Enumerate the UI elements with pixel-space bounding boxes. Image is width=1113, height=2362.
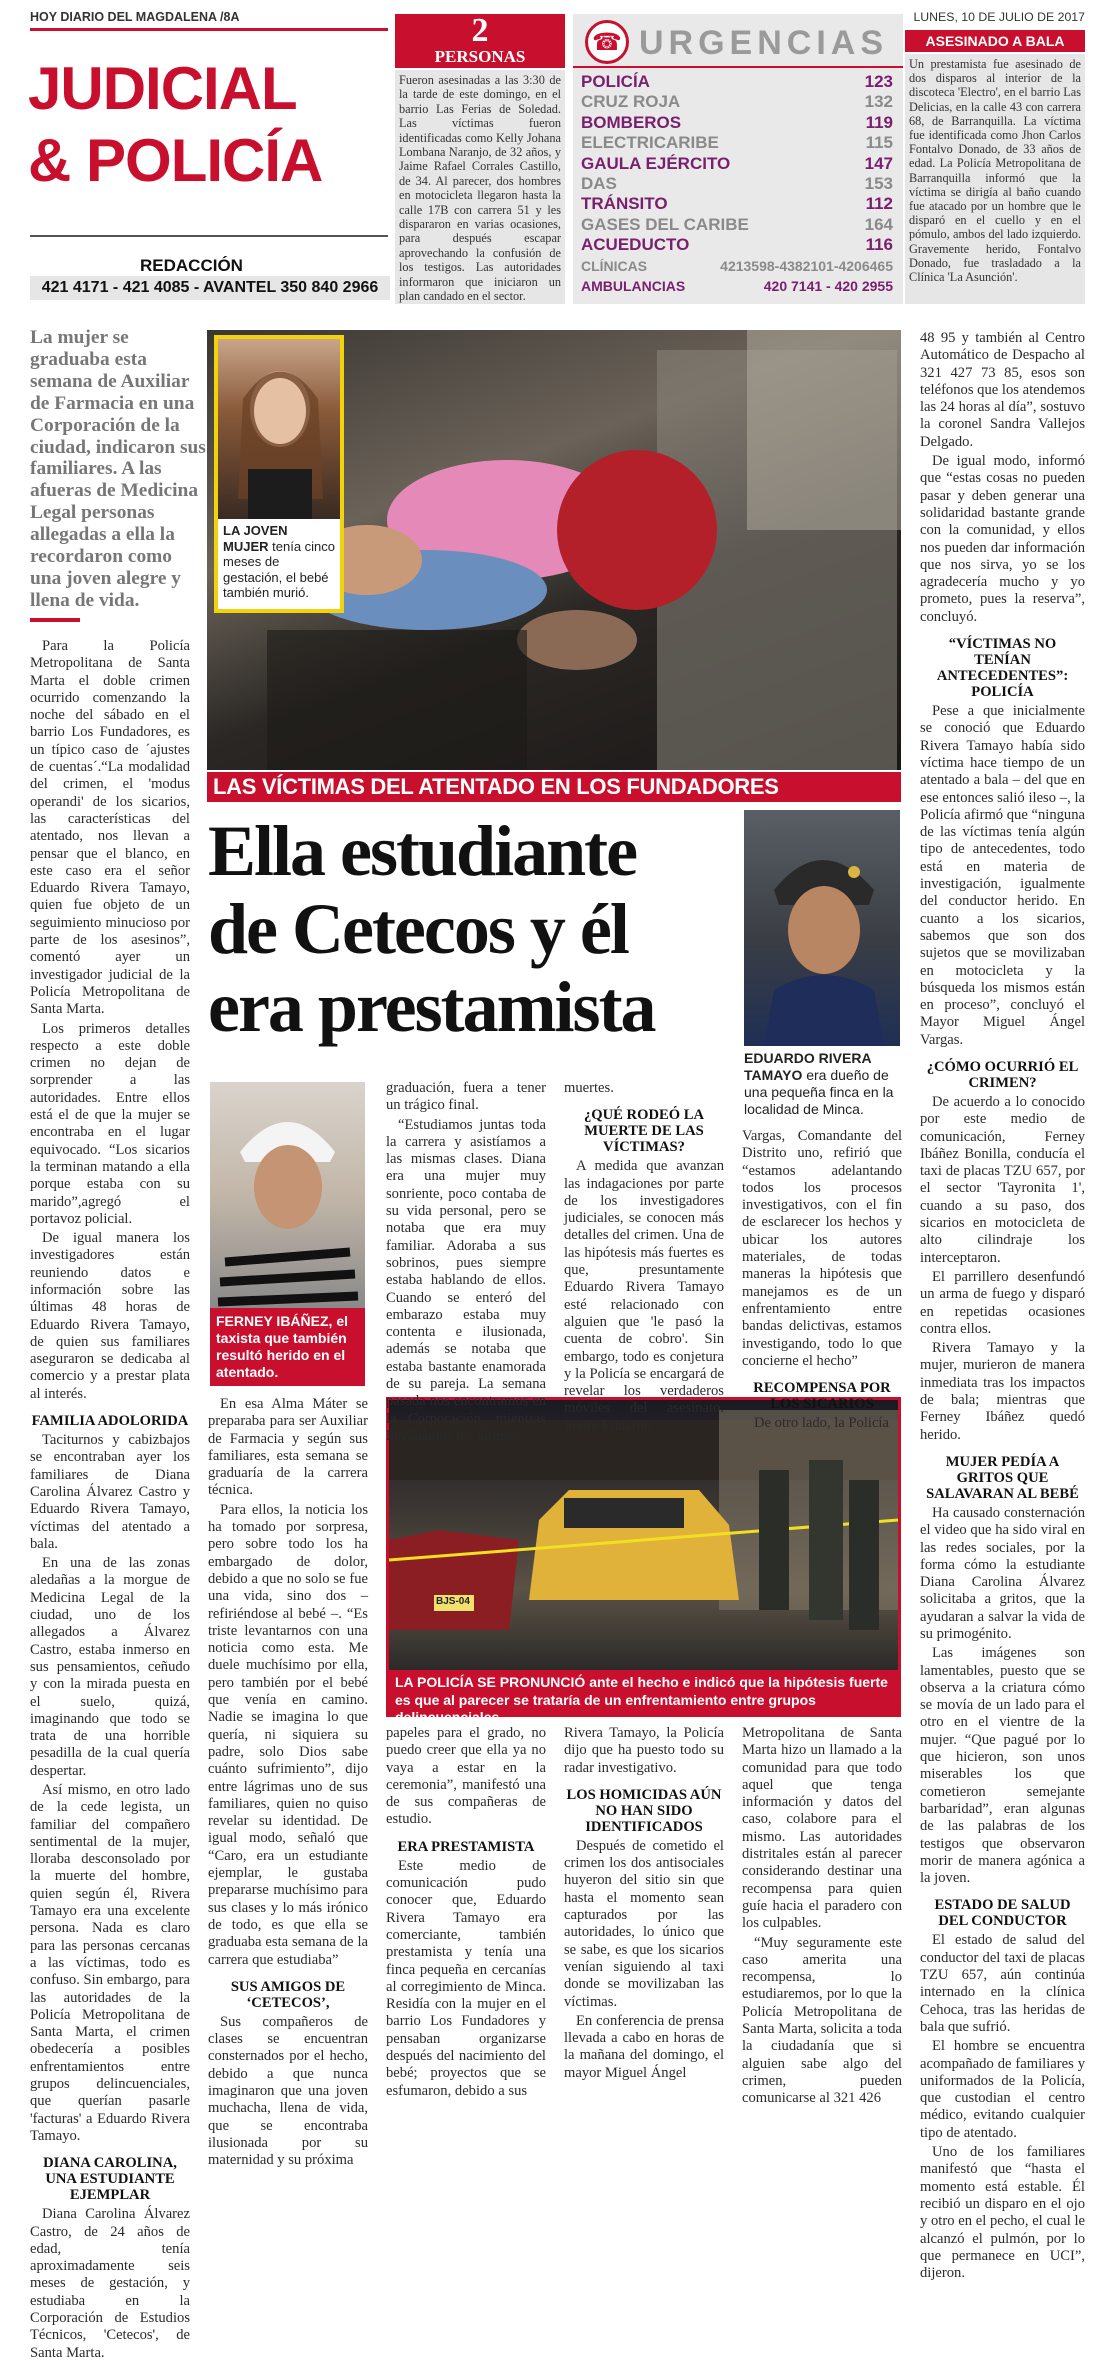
col1-p5: En una de las zonas aledañas a la morgue de Medicina Legal de la ciudad, uno de los allegados a Álvarez Castro, estaba inmerso en sus pensamientos, ceñudo y con la mirada puesta en el suelo, quizá, imaginando que todo se trata de una horrible pesadilla de la cual quería despertar. [30, 1555, 190, 1779]
urgencias-row [573, 72, 903, 92]
victim-inset-caption-text: tenía cinco meses de gestación, el bebé también murió. [223, 538, 336, 600]
col6-p11: Uno de los familiares manifestó que “hasta el momento está estable. Él recibió un disparo en el ojo y otro en el pecho, el cual le alcanzó el pulmón, por lo que permanece en UCI”, dijeron. [920, 2144, 1085, 2282]
col6-p4: De acuerdo a lo conocido por este medio de comunicación, Ferney Ibáñez Bonilla, conducía el taxi de placas TZU 657, por el sector 'Tayronita 1', cuando a su paso, dos sicarios en motocicleta de alto cilindraje los interceptaron. [920, 1093, 1085, 1266]
article-column-4-bottom [564, 1725, 724, 2081]
brief-right-title: ASESINADO A BALA [905, 30, 1085, 52]
col6-subhead-3: MUJER PEDÍA A GRITOS QUE SALAVARAN AL BEBÉ [926, 1453, 1079, 1502]
urgencias-row [573, 194, 903, 214]
urgencias-number: 164 [864, 214, 893, 234]
urgencias-service: AMBULANCIAS [581, 277, 686, 294]
taxi-plate: BJS-04 [436, 1596, 470, 1607]
col1-p6: Así mismo, en otro lado de la cede legista, un familiar del compañero sentimental de la mujer, lloraba desconsolado por la muerte del hombre, quien según él, Rivera Tamayo era una excelente persona. Nada es claro para las personas cercanas a las víctimas, todo es confuso. Sin embargo, para las autoridades de la Policía Metropolitana de Santa Marta, el crimen obedecería a posibles enfrentamientos entre grupos delincuenciales, que querían pasarle 'facturas' a Eduardo Rivera Tamayo. [30, 1782, 190, 2144]
col4-p5: En conferencia de prensa llevada a cabo en horas de la mañana del domingo, el mayor Miguel Ángel [564, 2012, 724, 2081]
col2-p1: En esa Alma Máter se preparaba para ser Auxiliar de Farmacia y según sus familiares, esta semana se graduaría de la carrera técnica. [208, 1396, 368, 1499]
publication-label: HOY DIARIO DEL MAGDALENA /8A [30, 10, 240, 24]
urgencias-number: 420 7141 - 420 2955 [763, 277, 893, 294]
urgencias-service: BOMBEROS [581, 112, 682, 132]
newsroom-label: REDACCIÓN [140, 256, 243, 275]
article-column-5-top [742, 1128, 902, 1432]
article-column-1 [30, 638, 190, 2361]
col4-subhead-1: ¿QUÉ RODEÓ LA MUERTE DE LAS VÍCTIMAS? [583, 1107, 704, 1156]
col3-p3: papeles para el grado, no puedo creer que ella ya no vaya a estar en la ceremonia”, manifestó una de sus compañeras de estudio. [386, 1725, 546, 1828]
urgencias-service: DAS [581, 173, 617, 193]
col5-p3: Metropolitana de Santa Marta hizo un llamado a la comunidad para que todo aquel que tenga información y datos del caso, colabore para el mismo. Las autoridades distritales están al parecer considerando destinar una recompensa para quien guíe hacia el paradero con los culpables. [742, 1725, 902, 1932]
col1-p7: Diana Carolina Álvarez Castro, de 24 años de edad, tenía aproximadamente seis meses de gestación, y estudiaba en la Corporación de Estudios Técnicos, 'Cetecos', de Santa Marta. [30, 2206, 190, 2361]
urgencias-row [573, 154, 903, 174]
urgencias-row [573, 276, 903, 296]
urgencias-row [573, 174, 903, 194]
brief-count-label: PERSONAS [434, 47, 526, 66]
article-column-5-bottom [742, 1725, 902, 2107]
article-column-6 [920, 330, 1085, 2282]
col5-p4: “Muy seguramente este caso amerita una recompensa, lo estudiaremos, por lo que la Policía Metropolitana de Santa Marta, solicita a toda la ciudadanía que si alguien sabe algo del crimen, pueden comunicarse al 321 426 [742, 1934, 902, 2107]
urgencias-service: POLICÍA [581, 72, 650, 91]
brief-left-text: Fueron asesinadas a las 3:30 de la tarde de este domingo, en el barrio Las Ferias de Soledad. Las víctimas fueron identificadas como Kelly Johana Lombana Naranjo, de 32 años, y Jaime Rafael Corrales Castillo, de 34. Al parecer, dos hombres en motocicleta llegaron hasta la calle 17B con carrera 51 y les dispararon en varias ocasiones, para después escapar aprovechando la confusión de los testigos. Las autoridades informaron que iniciaron un plan candado en el sector. [395, 70, 565, 304]
urgencias-service: ELECTRICARIBE [581, 133, 719, 153]
scene-caption-bold: LA POLICÍA SE PRONUNCIÓ [395, 1674, 586, 1690]
urgencias-service: CRUZ ROJA [581, 92, 681, 112]
urgencias-box [573, 14, 903, 304]
issue-date: LUNES, 10 DE JULIO DE 2017 [913, 10, 1085, 24]
lead-rule [30, 618, 80, 622]
col6-p10: El hombre se encuentra acompañado de familiares y uniformados de la Policía, que custodian el centro médico, evitando cualquier tipo de atentado. [920, 2038, 1085, 2141]
victim-inset-caption [218, 519, 340, 605]
date-line [905, 10, 1085, 30]
headline-line1: Ella estudiante [208, 811, 637, 891]
col3-subhead-1: ERA PRESTAMISTA [397, 1838, 535, 1855]
col2-p2: Para ellos, la noticia los ha tomado por sorpresa, pero sobre todo los ha embargado de dolor, debido a que no solo se fue una vida, sino dos – refiriéndose al bebé –. “Es triste levantarnos con una noticia como esta. Me duele muchísimo por ella, pero también por el bebé que venía en camino. Nadie se imagina lo que quería, ni siquiera su padre, solo Dios sabe cuánto sufrimiento”, dijo entre lágrimas uno de sus familiares, quien no quiso revelar su identidad. De igual modo, señaló que “Caro, era un estudiante ejemplar, le gustaba prepararse muchísimo para sus clases y lo más irónico de todo, es que ella se graduaba esta semana de la carrera que estudiaba” [208, 1501, 368, 1968]
ferney-portrait-illustration [210, 1082, 365, 1308]
urgencias-service: TRÁNSITO [581, 194, 668, 214]
urgencias-row [573, 133, 903, 153]
urgencias-number: 112 [865, 194, 893, 214]
section-title-line1: JUDICIAL [28, 55, 297, 122]
col1-p1: Para la Policía Metropolitana de Santa Marta el doble crimen ocurrido comenzando la noche del sábado en el barrio Los Fundadores, es un típico caso de ´ajustes de cuentas´.“La modalidad del crimen, el 'modus operandi' de los sicarios, las características del atentado, nos llevan a pensar que el blanco, en este caso era el señor Eduardo Rivera Tamayo, quien fue objeto de un seguimiento minucioso por parte de los asesinos”, comentó ayer un investigador judicial de la Policía Metropolitana de Santa Marta. [30, 638, 190, 1018]
col6-subhead-4: ESTADO DE SALUD DEL CONDUCTOR [934, 1897, 1071, 1930]
eduardo-caption-bold: EDUARDO RIVERA TAMAYO [744, 1050, 872, 1083]
col6-p5: El parrillero desenfundó un arma de fuego y disparó en repetidas ocasiones contra ellos. [920, 1268, 1085, 1337]
col6-p1: 48 95 y también al Centro Automático de Despacho al 321 427 73 85, esos son teléfonos que los atendemos las 24 horas al día”, sostuvo la coronel Sandra Vallejos Delgado. [920, 330, 1085, 450]
urgencias-row [573, 235, 903, 255]
col4-subhead-2: LOS HOMICIDAS AÚN NO HAN SIDO IDENTIFICADOS [566, 1786, 722, 1835]
urgencias-number: 119 [865, 112, 893, 132]
col1-p2: Los primeros detalles respecto a este doble crimen no dejan de sorprender a las autoridades. Entre ellos está el de que la mujer se encontraba en el lugar equivocado. “Los sicarios la terminan matando a ella porque estaba con su marido”,agregó el portavoz policial. [30, 1020, 190, 1227]
urgencias-title: URGENCIAS [639, 24, 889, 62]
urgencias-number: 147 [864, 153, 893, 173]
headline-line3: era prestamista [208, 967, 655, 1047]
urgencias-rule [573, 66, 903, 68]
headline-line2: de Cetecos y él [208, 889, 628, 969]
lead-paragraph: La mujer se graduaba esta semana de Auxiliar de Farmacia en una Corporación de la ciudad, indicaron sus familiares. A las afueras de Medicina Legal personas allegadas a ella la recordaron como una joven alegre y llena de vida. [30, 327, 206, 611]
section-title-line2: & POLICÍA [28, 127, 323, 194]
col3-p1: graduación, fuera a tener un trágico final. [386, 1080, 546, 1114]
col4-p2: A medida que avanzan las indagaciones por parte de los investigadores judiciales, se conocen más detalles del crimen. Una de las hipótesis más fuertes es que, presuntamente Eduardo Rivera Tamayo esté relacionado con alguien que 'le pasó la cuenta de cobro'. Sin embargo, todo es conjetura y la Policía se encargará de revelar los verdaderos móviles del asesinato. Sobre Eduardo [564, 1158, 724, 1434]
eduardo-portrait-illustration [744, 810, 900, 1046]
urgencias-list [573, 72, 903, 296]
col1-subhead-2: DIANA CAROLINA, UNA ESTUDIANTE EJEMPLAR [43, 2155, 177, 2204]
urgencias-service: CLÍNICAS [581, 257, 648, 274]
article-column-3-top [386, 1080, 546, 1444]
urgencias-service: ACUEDUCTO [581, 235, 690, 255]
article-column-3-bottom [386, 1725, 546, 2099]
col2-p3: Sus compañeros de clases se encuentran consternados por el hecho, debido a que nunca imaginaron que una joven muchacha, llena de vida, que se encontraba ilusionada por su maternidad y su próxima [208, 2013, 368, 2169]
col5-subhead-1: RECOMPENSA POR LOS SICARIOS [753, 1380, 891, 1413]
col6-p6: Rivera Tamayo y la mujer, murieron de manera inmediata tras los impactos de bala; mientras que Ferney Ibáñez quedó herido. [920, 1340, 1085, 1443]
col5-p1: Vargas, Comandante del Distrito uno, refirió que “estamos adelantando todos los procesos investigativos, con el fin de esclarecer los hechos y ubicar los autores materiales, de todas maneras la hipótesis que manejamos es de un enfrentamiento entre bandas delictivas, estamos investigando, todo lo que concierne el hecho” [742, 1128, 902, 1369]
col4-p3: Rivera Tamayo, la Policía dijo que ha puesto todo su radar investigativo. [564, 1725, 724, 1776]
urgencias-number: 4213598-4382101-4206465 [720, 257, 893, 274]
eduardo-photo [744, 810, 900, 1046]
urgencias-number: 153 [864, 173, 893, 193]
article-column-4-top [564, 1080, 724, 1434]
ferney-photo [210, 1082, 365, 1308]
urgencias-row [573, 215, 903, 235]
col4-p1: muertes. [564, 1080, 614, 1096]
col1-p3: De igual manera los investigadores están reuniendo datos e información sobre las últimas 48 horas de Eduardo Rivera Tamayo, de quien sus familiares aseguraron se dedicaba al comercio y a prestar plata al interés. [30, 1230, 190, 1402]
ferney-caption: FERNEY IBÁÑEZ, el taxista que también resultó herido en el atentado. [210, 1308, 365, 1386]
col2-subhead-1: SUS AMIGOS DE ‘CETECOS’, [230, 1978, 346, 2011]
col1-subhead-1: FAMILIA ADOLORIDA [31, 1413, 189, 1430]
scene-caption [389, 1670, 898, 1731]
urgencias-number: 115 [865, 133, 893, 153]
urgencias-service: GAULA EJÉRCITO [581, 153, 731, 173]
col6-p7: Ha causado consternación el video que ha sido viral en las redes sociales, por la forma cómo la estudiante Diana Carolina Álvarez solicitaba a gritos, que la ayudaran a salvar la vida de su primogénito. [920, 1504, 1085, 1642]
victim-inset-caption-bold: LA JOVEN MUJER [223, 523, 288, 554]
newsroom-rule [30, 235, 388, 237]
urgencias-row [573, 256, 903, 276]
scene-caption-text: ante el hecho e indicó que la hipótesis fuerte es que al parecer se trataría de un enfrentamiento entre grupos delincuenciales. [395, 1674, 888, 1725]
col6-p9: El estado de salud del conductor del taxi de placas TZU 657, aún continúa internado en la clínica Cehoca, tras las heridas de bala que sufrió. [920, 1932, 1085, 2035]
headline [208, 812, 748, 1046]
header-rule [30, 28, 388, 31]
urgencias-row [573, 92, 903, 112]
col6-p8: Las imágenes son lamentables, puesto que se observa a la criatura cómo se movía de un lado para el otro en el vientre de la mujer. “Que pagué por lo que hicieron, son unos miserables los que cometieron semejante barbaridad”, eran algunas de las palabras de los testigos que observaron morir de manera agónica a la joven. [920, 1645, 1085, 1887]
col3-p2: “Estudiamos juntas toda la carrera y asistíamos a las mismas clases. Diana era una mujer muy sonriente, poco contaba de su vida personal, pero se notaba que era muy familiar. Adoraba a sus sobrinos, pues siempre estaba hablando de ellos. Cuando se enteró del embarazo estaba muy contenta e ilusionada, además se notaba que estaba bastante enamorada de su pareja. La semana pasada nos encontramos en la Corporación, mientras llevábamos los últimos [386, 1116, 546, 1444]
col3-p4: Este medio de comunicación pudo conocer que, Eduardo Rivera Tamayo era comerciante, también prestamista y tenía una finca pequeña en cercanías al corregimiento de Minca. Residía con la mujer en el barrio Los Fundadores y pensaban organizarse después del nacimiento del bebé; proyectos que se esfumaron, debido a sus [386, 1857, 546, 2099]
col6-p3: Pese a que inicialmente se conoció que Eduardo Rivera Tamayo había sido víctima hace tiempo de un atentado a bala – del que en ese entonces salió ileso –, la Policía afirmó que “ninguna de las víctimas tenía algún tipo de antecedentes, todo está en materia de investigación, igualmente del conductor herido. En cuanto a los sicarios, sabemos que son dos sujetos que se movilizaban en motocicleta y la búsqueda los mismos están en proceso”, concluyó el Mayor Miguel Ángel Vargas. [920, 703, 1085, 1048]
newsroom-phones: 421 4171 - 421 4085 - AVANTEL 350 840 2966 [30, 276, 390, 300]
victim-inset [214, 335, 344, 613]
urgencias-row [573, 113, 903, 133]
col1-p4: Taciturnos y cabizbajos se encontraban ayer los familiares de Diana Carolina Álvarez Castro y Eduardo Rivera Tamayo, víctimas del atentado a bala. [30, 1432, 190, 1552]
urgencias-service: GASES DEL CARIBE [581, 214, 749, 234]
col4-p4: Después de cometido el crimen los dos antisociales huyeron del sitio sin que hasta el momento sean capturados por las autoridades, lo único que se sabe, es que los sicarios venían siguiendo al taxi donde se movilizaban las víctimas. [564, 1837, 724, 2010]
urgencias-number: 132 [864, 92, 893, 112]
col5-p2: De otro lado, la Policía [754, 1415, 889, 1432]
brief-right-text: Un prestamista fue asesinado de dos disparos al interior de la discoteca 'Electro', en el barrio Las Delicias, en la calle 43 con carrera 68, de Barranquilla. La víctima fue identificada como Jhon Carlos Fontalvo Donado, de 33 años de edad. La Policía Metropolitana de Barranquilla informó que la víctima se dirigía al baño cuando fue atacado por un hombre que le disparó en el cuello y en el pómulo, ambos del lado izquierdo. Gravemente herido, Fontalvo Donado, fue trasladado a la Clínica 'La Asunción'. [905, 54, 1085, 304]
phone-icon: ☎ [585, 20, 629, 64]
brief-count: 2 [471, 12, 489, 49]
urgencias-number: 123 [864, 72, 893, 91]
urgencias-number: 116 [865, 235, 893, 255]
col6-subhead-1: “VÍCTIMAS NO TENÍAN ANTECEDENTES”: POLICÍA [936, 636, 1069, 701]
kicker: LAS VÍCTIMAS DEL ATENTADO EN LOS FUNDADORES [207, 772, 901, 802]
eduardo-caption-text: era dueño de una pequeña finca en la localidad de Minca. [744, 1067, 894, 1117]
victim-portrait [218, 339, 340, 519]
eduardo-caption [744, 1050, 902, 1118]
article-column-2 [208, 1396, 368, 2169]
col6-subhead-2: ¿CÓMO OCURRIÓ EL CRIMEN? [926, 1058, 1079, 1091]
col6-p2: De igual modo, informó que “estas cosas no pueden pasar y deben generar una solidaridad bastante grande con la comunidad, y ellos nos pueden dar información que nos sirva, yo se los agradecería mucho y yo prometo, pues la reserva”, concluyó. [920, 453, 1085, 625]
victim-portrait-illustration [218, 339, 340, 519]
brief-count-box [395, 14, 565, 68]
